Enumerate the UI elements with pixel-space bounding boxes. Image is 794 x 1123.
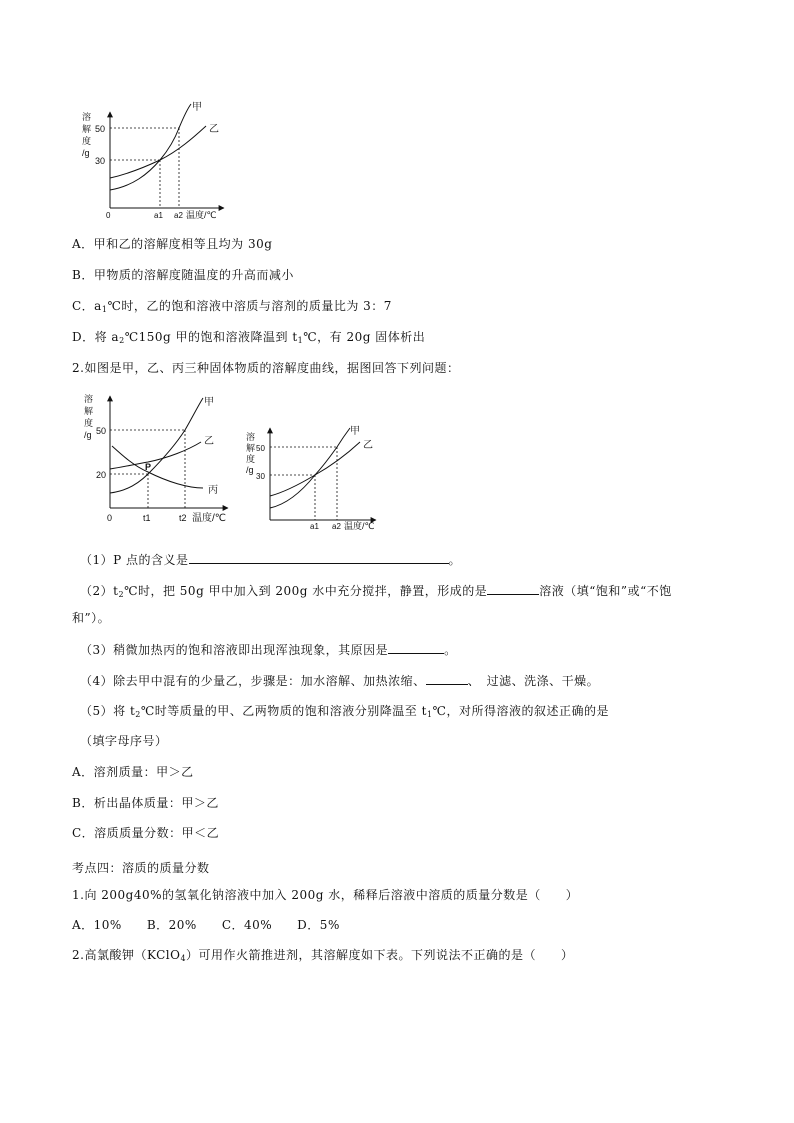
- tick-a1: a1: [154, 211, 163, 220]
- y-label-2: 解: [82, 124, 92, 134]
- q2-sub1: [80, 551, 461, 568]
- q2-stem: 2.如图是甲，乙、丙三种固体物质的溶解度曲线，据图回答下列问题：: [72, 361, 460, 375]
- s4-q2-pre: 2.高氯酸钾（KClO: [72, 948, 181, 962]
- answer-blank-2[interactable]: [487, 582, 539, 595]
- solubility-chart-1: [78, 98, 238, 220]
- label-yi: 乙: [204, 436, 214, 447]
- curve-jia: [270, 428, 350, 508]
- q1-option-a: A．甲和乙的溶解度相等且均为 30g: [72, 237, 273, 251]
- q2-s1-post: 。: [448, 553, 462, 567]
- y-label-2: 解: [246, 443, 256, 453]
- curve-bing: [112, 446, 203, 488]
- q2-s2-pre: （2）t: [80, 584, 119, 598]
- answer-blank-3[interactable]: [388, 641, 444, 654]
- tick-t2: t2: [179, 513, 187, 523]
- q1-option-c: [72, 298, 392, 314]
- q1-d-sub: 2: [119, 336, 125, 345]
- q2-s3-pre: （3）稍微加热丙的饱和溶液即出现浑浊现象，其原因是: [80, 643, 389, 657]
- q1-option-b: B．甲物质的溶解度随温度的升高而减小: [72, 268, 294, 282]
- q2-s5-sub: 2: [135, 710, 141, 719]
- q2-sub2-line2: 和”）。: [72, 611, 111, 625]
- y-label-1: 溶: [82, 112, 92, 122]
- q2-sub2: [80, 582, 672, 599]
- q2-s5-sub2: 1: [426, 710, 433, 719]
- tick-a1: a1: [310, 522, 319, 531]
- label-jia: 甲: [350, 426, 360, 437]
- q2-sub4: [80, 672, 599, 689]
- label-yi: 乙: [209, 124, 219, 135]
- q1-c-sub: 1: [101, 305, 108, 314]
- s4-q2-post: ）可用作火箭推进剂，其溶解度如下表。下列说法不正确的是（ ）: [186, 948, 574, 962]
- tick-a2: a2: [332, 522, 341, 531]
- y-label-3: 度: [84, 418, 94, 428]
- solubility-chart-3: [243, 424, 383, 532]
- q2-s4-pre: （4）除去甲中混有的少量乙，步骤是：加水溶解、加热浓缩、: [80, 674, 426, 688]
- label-jia: 甲: [204, 397, 214, 408]
- y-label-1: 溶: [84, 394, 94, 404]
- q2-s3-post: 。: [444, 643, 457, 657]
- s4-q1-options: A．10% B．20% C．40% D．5%: [72, 918, 340, 932]
- q1-c-pre: C．a: [72, 299, 102, 313]
- tick-30: 30: [256, 472, 265, 481]
- s4-q2-sub: 4: [180, 954, 187, 963]
- label-yi: 乙: [363, 440, 373, 451]
- y-label-3: 度: [82, 136, 92, 146]
- s4-q2: [72, 947, 574, 963]
- s4-q1: 1.向 200g40%的氢氧化钠溶液中加入 200g 水，稀释后溶液中溶质的质量分数是（ ）: [72, 888, 579, 902]
- tick-30: 30: [95, 156, 106, 166]
- y-label-1: 溶: [246, 432, 256, 442]
- q1-d-sub2: 1: [297, 336, 304, 345]
- q2-option-c: C．溶质质量分数：甲＜乙: [72, 826, 220, 840]
- curve-yi: [110, 442, 201, 469]
- q2-s2-sub: 2: [118, 590, 125, 599]
- x-axis-label: 温度/℃: [344, 521, 375, 531]
- q2-s2-post: 溶液（填“饱和”或“不饱: [539, 584, 672, 598]
- answer-blank-1[interactable]: [189, 551, 449, 564]
- tick-50: 50: [95, 124, 106, 134]
- answer-blank-4[interactable]: [426, 672, 468, 685]
- y-label-2: 解: [84, 406, 94, 416]
- tick-0: 0: [107, 513, 113, 523]
- label-bing: 丙: [208, 485, 218, 496]
- tick-0: 0: [106, 211, 111, 220]
- q2-sub5-line2: （填字母序号）: [80, 734, 168, 748]
- y-label-4: /g: [84, 430, 92, 440]
- tick-50: 50: [96, 426, 107, 436]
- solubility-chart-2: [78, 390, 238, 528]
- q2-s4-post: 、 过滤、洗涤、干燥。: [467, 674, 600, 688]
- q2-sub5: [80, 703, 609, 719]
- curve-yi: [110, 126, 206, 178]
- x-axis-label: 温度/℃: [186, 210, 217, 220]
- curve-jia: [110, 398, 203, 493]
- y-label-4: /g: [246, 465, 254, 475]
- tick-20: 20: [96, 470, 107, 480]
- label-jia: 甲: [192, 102, 202, 113]
- q2-s2-mid: ℃时，把 50g 甲中加入到 200g 水中充分搅拌，静置，形成的是: [124, 584, 488, 598]
- q2-option-b: B．析出晶体质量：甲＞乙: [72, 796, 219, 810]
- q2-option-a: A．溶剂质量：甲＞乙: [72, 765, 194, 779]
- y-label-4: /g: [82, 148, 90, 158]
- q2-s5-post: ℃，对所得溶液的叙述正确的是: [432, 704, 609, 718]
- x-axis-label: 温度/℃: [192, 513, 227, 524]
- point-p: P: [145, 462, 152, 472]
- q1-c-post: ℃时，乙的饱和溶液中溶质与溶剂的质量比为 3：7: [107, 299, 392, 313]
- q1-d-mid: ℃150g 甲的饱和溶液降温到 t: [124, 330, 298, 344]
- section-title: 考点四：溶质的质量分数: [72, 861, 210, 875]
- y-label-3: 度: [246, 454, 256, 464]
- tick-a2: a2: [174, 211, 183, 220]
- tick-t1: t1: [143, 513, 151, 523]
- q2-s1-pre: （1）P 点的含义是: [80, 553, 189, 567]
- q1-option-d: [72, 329, 425, 345]
- q2-s5-pre: （5）将 t: [80, 704, 136, 718]
- q2-sub3: [80, 641, 457, 658]
- q2-s5-mid: ℃时等质量的甲、乙两物质的饱和溶液分别降温至 t: [140, 704, 427, 718]
- tick-50: 50: [256, 444, 265, 453]
- q1-d-pre: D．将 a: [72, 330, 120, 344]
- q1-d-post: ℃，有 20g 固体析出: [303, 330, 426, 344]
